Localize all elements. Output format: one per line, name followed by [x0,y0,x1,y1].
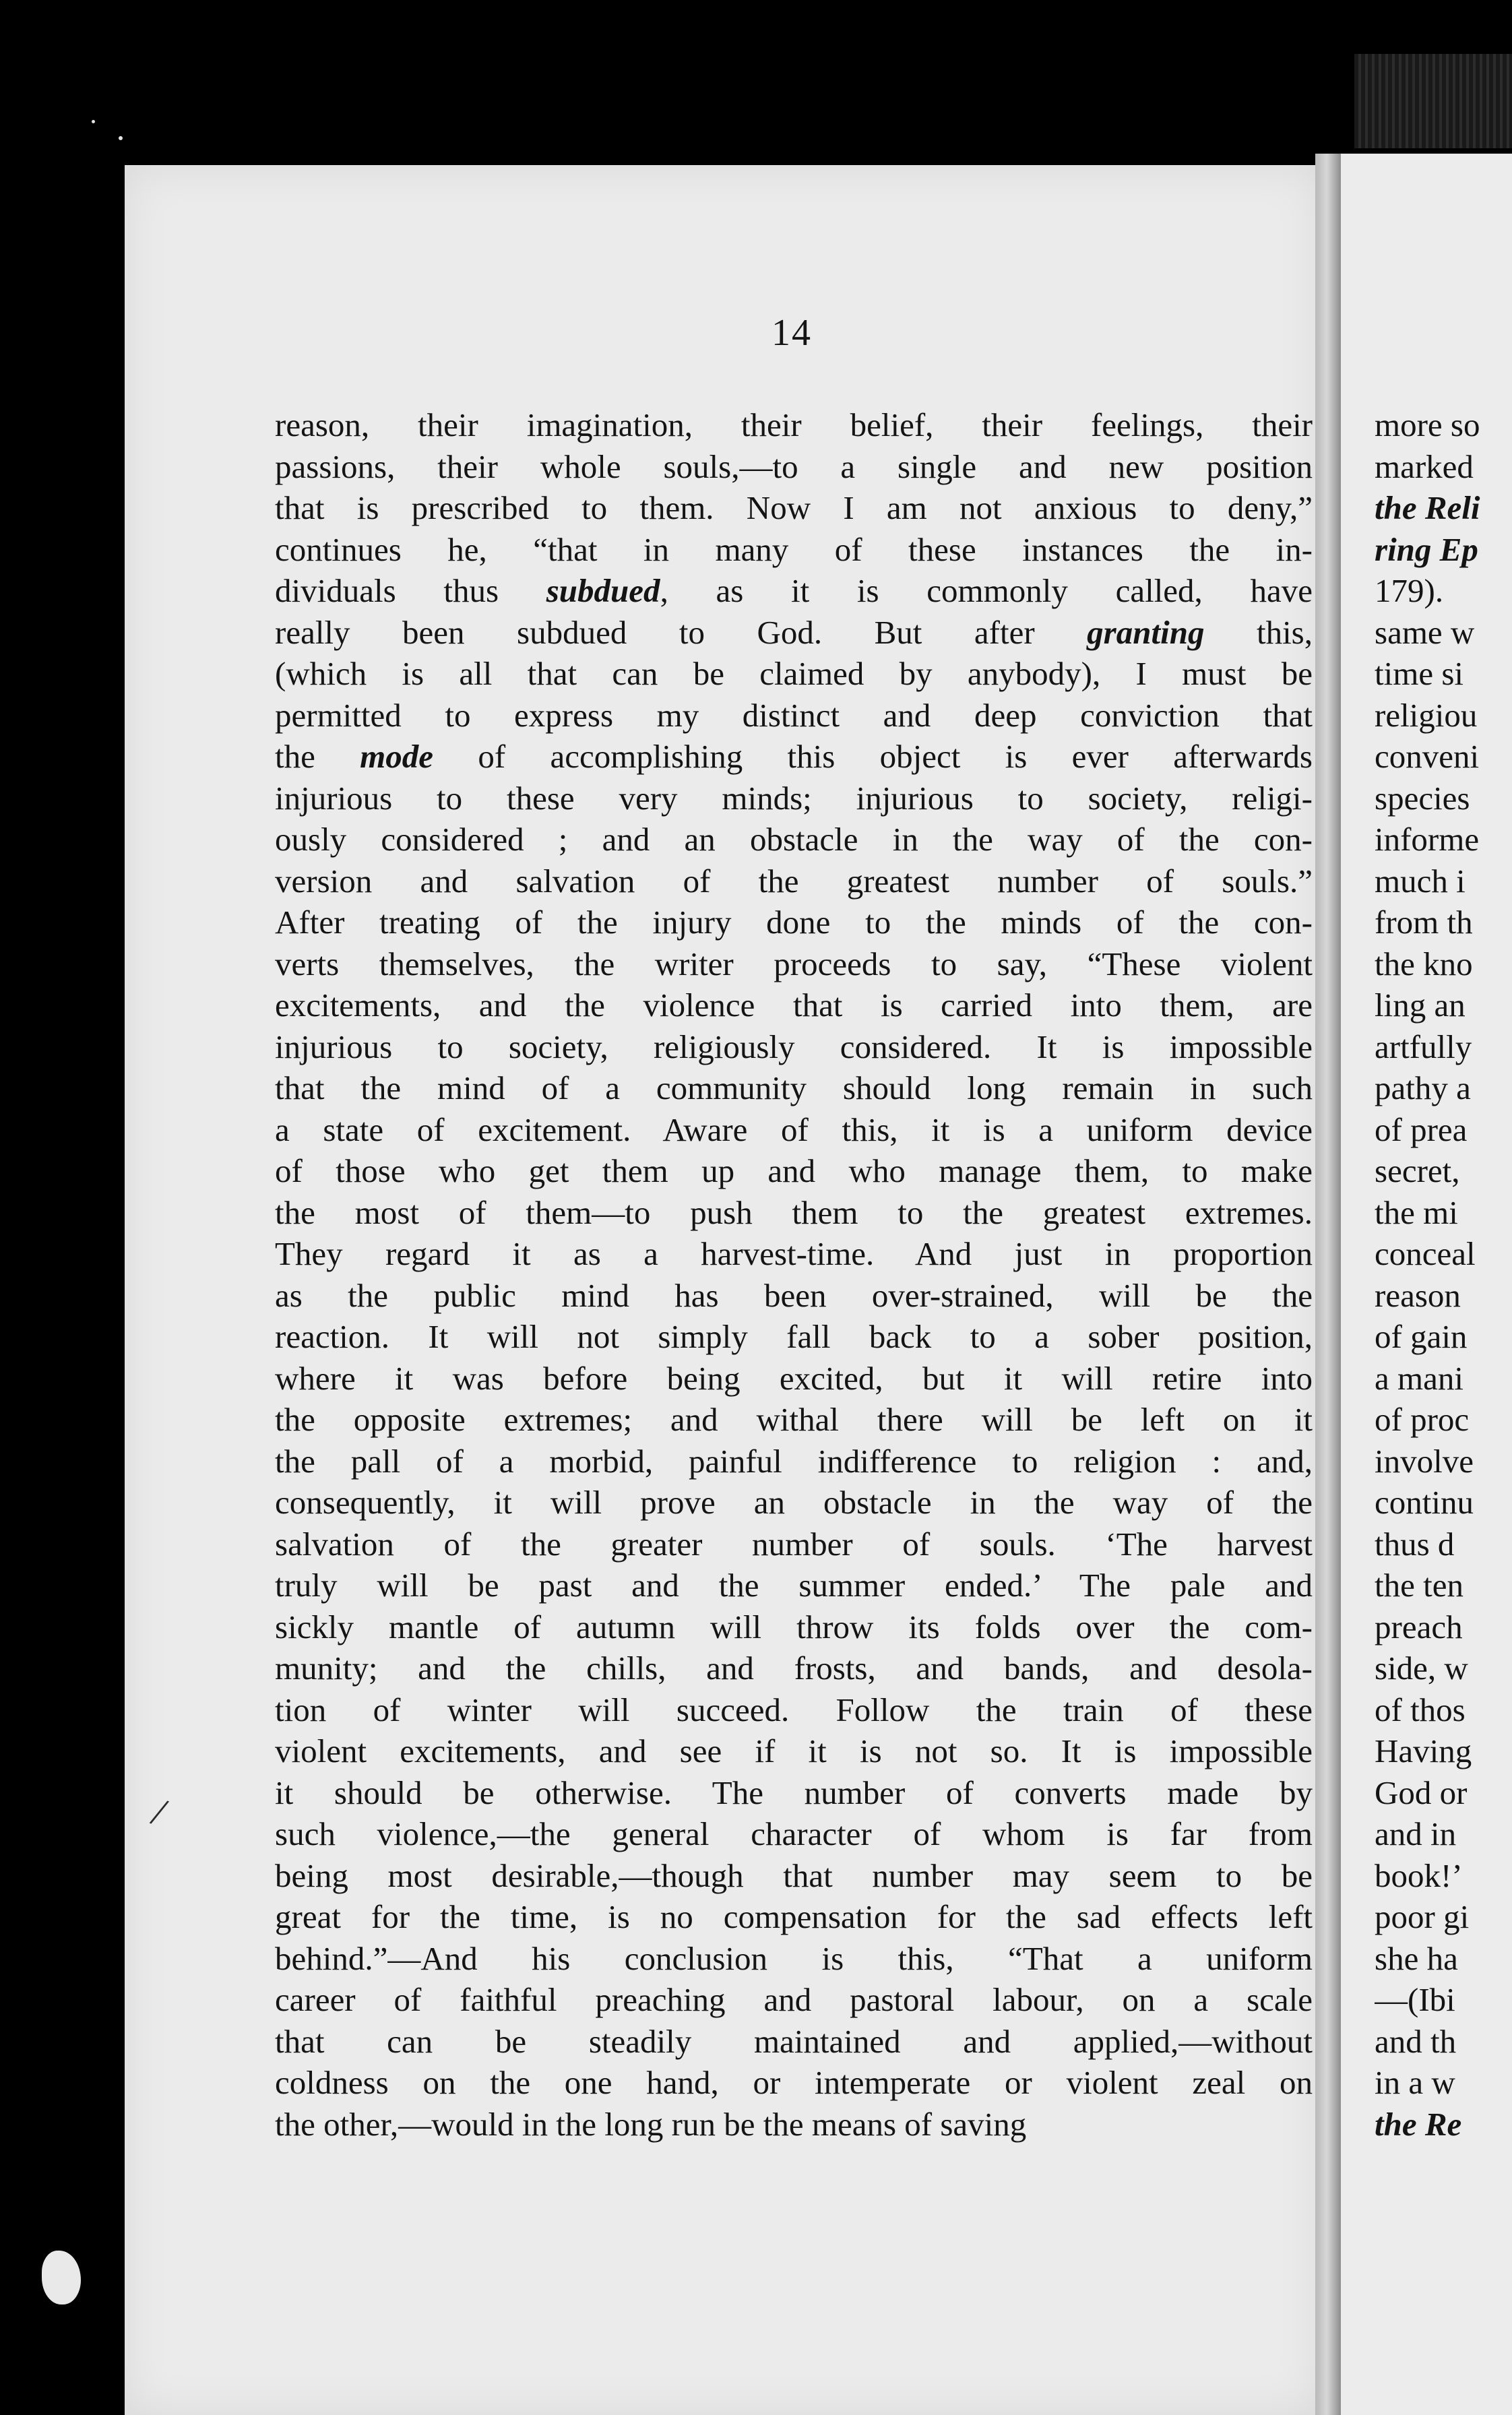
right-text-line: book!’ [1375,1856,1463,1894]
text-line: excitements, and the violence that is carried into them, are [275,986,1313,1024]
right-text-line: continu [1375,1484,1474,1521]
text-line: that the mind of a community should long remain in such [275,1069,1313,1106]
right-text-line: the Reli [1375,489,1480,526]
right-text-line: Having [1375,1732,1472,1769]
text-line: where it was before being excited, but it will retire into [275,1359,1313,1397]
text-line: salvation of the greater number of souls. ‘The harvest [275,1525,1313,1563]
right-text-line: and in [1375,1815,1457,1852]
right-text-line: God or [1375,1774,1468,1811]
text-line: truly will be past and the summer ended.’ The pale and [275,1567,1313,1604]
right-page-text [1375,404,1512,2145]
text-line: the opposite extremes; and withal there will be left on it [275,1401,1313,1438]
text-line: being most desirable,—though that number may seem to be [275,1856,1313,1894]
text-line: coldness on the one hand, or intemperate or violent zeal on [275,2064,1313,2101]
text-line: a state of excitement. Aware of this, it is a uniform device [275,1110,1313,1148]
right-text-line: preach [1375,1608,1463,1645]
right-text-line: ring Ep [1375,530,1478,568]
text-line: really been subdued to God. But after granting this, [275,613,1313,651]
text-line: career of faithful preaching and pastoral labour, on a scale [275,1981,1313,2018]
right-text-line: species [1375,779,1470,817]
text-line: that is prescribed to them. Now I am not anxious to deny,” [275,489,1313,526]
text-line: continues he, “that in many of these instances the in- [275,530,1313,568]
right-text-line: the mi [1375,1193,1458,1231]
right-text-line: from th [1375,904,1473,941]
right-text-line: and th [1375,2022,1457,2060]
text-line: the other,—would in the long run be the means of saving [275,2105,1027,2143]
text-line: consequently, it will prove an obstacle in the way of the [275,1484,1313,1521]
right-text-line: conveni [1375,738,1480,775]
text-line: munity; and the chills, and frosts, and bands, and desola- [275,1650,1313,1687]
text-line: of those who get them up and who manage them, to make [275,1152,1313,1189]
text-line: injurious to these very minds; injurious to society, religi- [275,779,1313,817]
text-line: They regard it as a harvest-time. And just in proportion [275,1235,1313,1272]
right-text-line: the kno [1375,945,1473,982]
right-text-line: secret, [1375,1152,1460,1189]
right-text-line: 179). [1375,572,1444,609]
right-text-line: she ha [1375,1939,1458,1977]
right-text-line: side, w [1375,1650,1468,1687]
text-line: that can be steadily maintained and applied,—without [275,2022,1313,2060]
right-text-line: of thos [1375,1691,1466,1728]
right-text-line: conceal [1375,1235,1476,1272]
text-line: the most of them—to push them to the greatest extremes. [275,1193,1313,1231]
right-text-line: —(Ibi [1375,1981,1455,2018]
right-text-line: informe [1375,821,1480,858]
right-text-line: much i [1375,862,1466,900]
text-line: tion of winter will succeed. Follow the train of these [275,1691,1313,1728]
text-line: behind.”—And his conclusion is this, “That a uniform [275,1939,1313,1977]
text-line: such violence,—the general character of whom is far from [275,1815,1313,1852]
text-line: reaction. It will not simply fall back to a sober position, [275,1318,1313,1355]
text-line: (which is all that can be claimed by anybody), I must be [275,655,1313,692]
right-text-line: thus d [1375,1525,1455,1563]
margin-blot [42,2251,81,2304]
text-line: version and salvation of the greatest number of souls.” [275,862,1313,900]
page-number: 14 [771,312,812,354]
right-text-line: religiou [1375,696,1478,734]
right-text-line: the ten [1375,1567,1463,1604]
right-text-line: time si [1375,655,1464,692]
text-line: violent excitements, and see if it is not so. It is impossible [275,1732,1313,1769]
text-line: permitted to express my distinct and deep conviction that [275,696,1313,734]
text-line: verts themselves, the writer proceeds to say, “These violent [275,945,1313,982]
text-line: ously considered ; and an obstacle in the way of the con- [275,821,1313,858]
page-gutter [1315,154,1341,2415]
text-line: dividuals thus subdued, as it is commonly called, have [275,572,1313,609]
right-text-line: reason [1375,1276,1461,1314]
text-line: After treating of the injury done to the minds of the con- [275,904,1313,941]
text-line: as the public mind has been over-strained, will be the [275,1276,1313,1314]
text-line: passions, their whole souls,—to a single and new position [275,447,1313,485]
right-text-line: involve [1375,1442,1474,1480]
right-text-line: more so [1375,406,1480,443]
right-text-line: a mani [1375,1359,1463,1397]
body-text [275,404,1313,2145]
right-text-line: poor gi [1375,1898,1470,1935]
right-text-line: artfully [1375,1028,1472,1065]
right-text-line: marked [1375,447,1474,485]
text-line: injurious to society, religiously considered. It is impossible [275,1028,1313,1065]
right-text-line: pathy a [1375,1069,1471,1106]
speck [119,136,123,140]
text-line: great for the time, is no compensation for the sad effects left [275,1898,1313,1935]
right-text-line: in a w [1375,2064,1455,2101]
right-text-line: of gain [1375,1318,1468,1355]
pencil-mark: / [146,1789,172,1835]
text-line: the pall of a morbid, painful indifference to religion : and, [275,1442,1313,1480]
right-text-line: the Re [1375,2105,1462,2143]
right-text-line: ling an [1375,986,1466,1024]
text-line: it should be otherwise. The number of converts made by [275,1774,1313,1811]
right-text-line: of proc [1375,1401,1470,1438]
right-text-line: same w [1375,613,1475,651]
right-text-line: of prea [1375,1110,1468,1148]
speck [92,120,95,123]
text-line: reason, their imagination, their belief, their feelings, their [275,406,1313,443]
text-line: the mode of accomplishing this object is ever afterwards [275,738,1313,775]
text-line: sickly mantle of autumn will throw its folds over the com- [275,1608,1313,1645]
adjacent-page-edge [1354,54,1512,148]
